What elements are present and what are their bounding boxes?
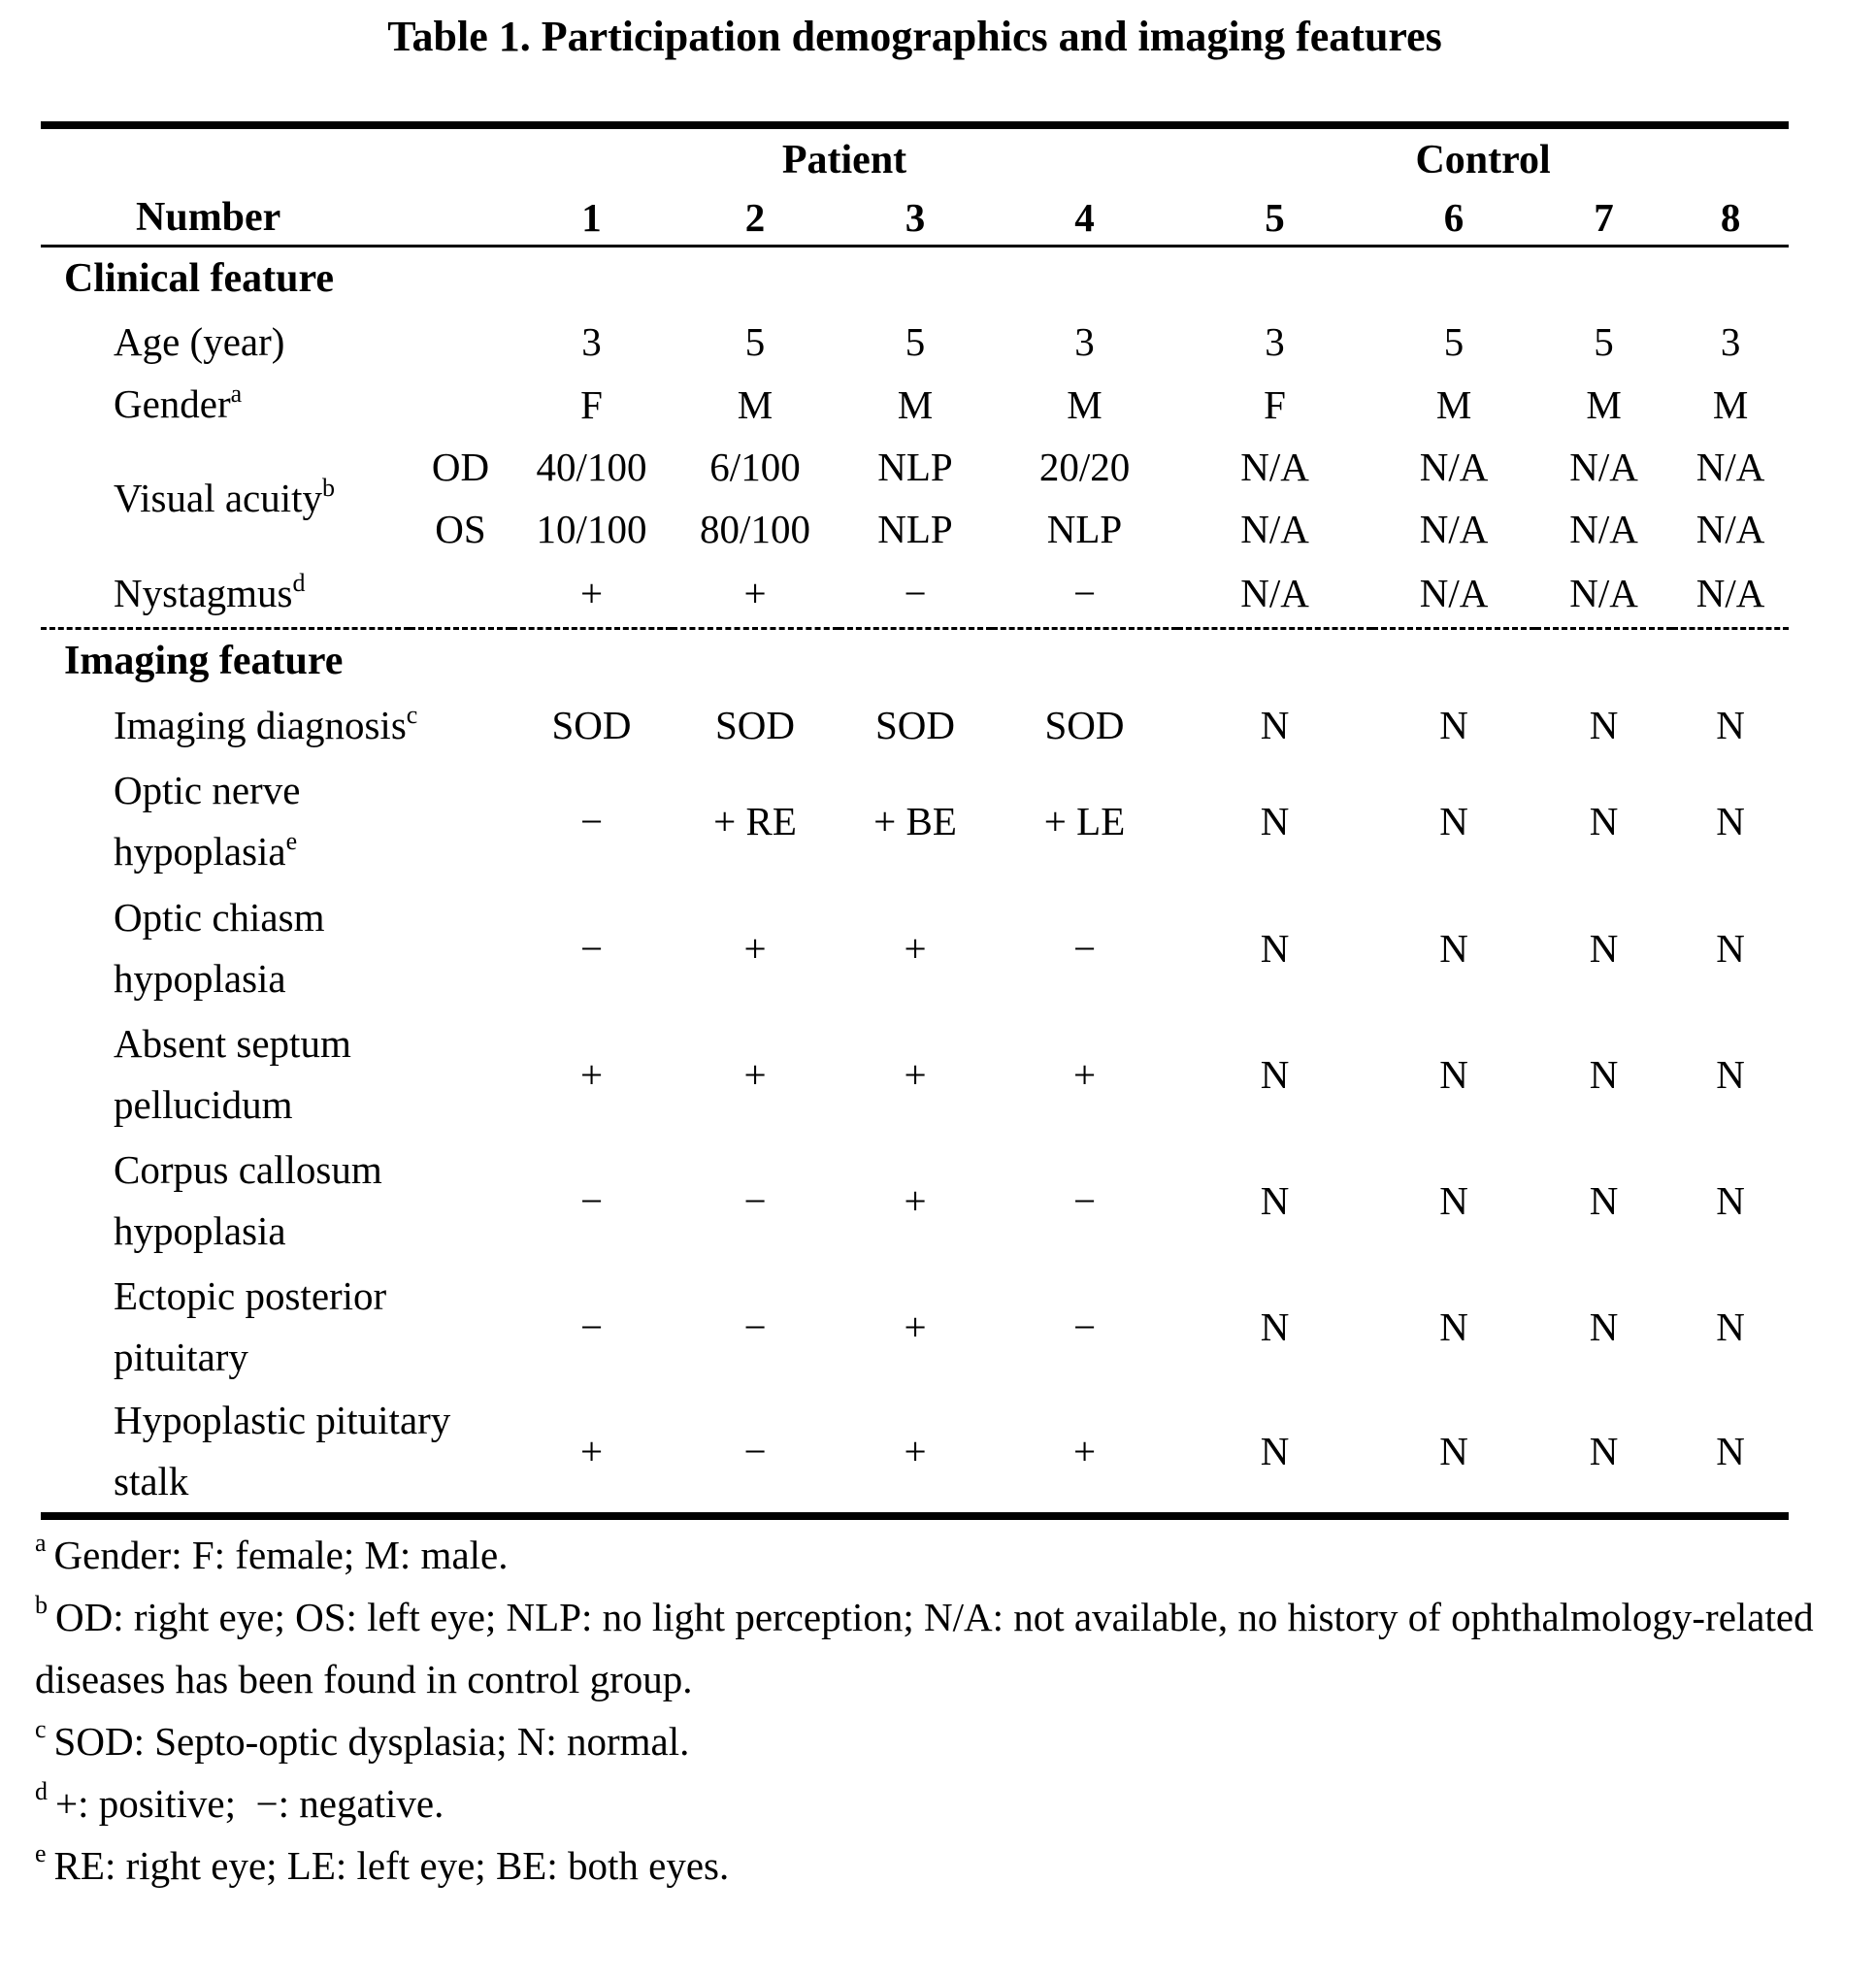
cell-corpus-5: N	[1260, 1178, 1290, 1223]
row-label-stalk	[41, 1390, 511, 1516]
row-label-imaging-diagnosis	[41, 693, 511, 757]
cell-ectopic-2: −	[743, 1304, 767, 1349]
cell-os-3: NLP	[877, 507, 953, 551]
cell-os-7: N/A	[1569, 507, 1638, 551]
cell-ectopic-6: N	[1439, 1304, 1468, 1349]
table-row-ectopic-posterior-pituitary	[41, 1264, 1789, 1390]
cell-optic-nerve-2: + RE	[713, 799, 797, 843]
table-row-age	[41, 311, 1789, 373]
column-header-1: 1	[581, 195, 602, 241]
cell-diagnosis-4: SOD	[1044, 703, 1125, 747]
cell-od-7: N/A	[1569, 445, 1638, 489]
row-label-text: Optic chiasm	[114, 895, 325, 940]
cell-septum-5: N	[1260, 1052, 1290, 1097]
cell-os-4: NLP	[1046, 507, 1123, 551]
footnote-a	[35, 1524, 1837, 1586]
cell-nystagmus-4: −	[992, 560, 1177, 628]
row-label-optic-chiasm	[41, 885, 511, 1011]
page-title: Table 1. Participation demographics and imaging features	[387, 13, 1442, 60]
cell-age-7: 5	[1594, 319, 1614, 364]
cell-stalk-2: −	[743, 1429, 767, 1473]
number-header-row	[41, 191, 1789, 246]
cell-age-2: 5	[744, 319, 766, 364]
cell-optic-chiasm-5: N	[1260, 926, 1290, 971]
footnote-text-e: RE: right eye; LE: left eye; BE: both eyes.	[53, 1843, 730, 1888]
cell-od-3: NLP	[877, 445, 953, 489]
cell-septum-4: +	[1072, 1052, 1097, 1097]
row-label-text: Imaging diagnosis	[114, 702, 407, 747]
footnote-d	[35, 1772, 1837, 1834]
cell-gender-4: M	[1067, 381, 1103, 427]
footnote-marker-a: a	[35, 1529, 47, 1557]
footnote-marker-c: c	[35, 1715, 47, 1743]
table-row-corpus-callosum-hypoplasia	[41, 1138, 1789, 1264]
cell-optic-chiasm-2: +	[743, 926, 767, 971]
row-label-sup: e	[285, 827, 298, 855]
footnote-marker-d: d	[35, 1777, 48, 1805]
number-label: Number	[136, 195, 281, 241]
cell-stalk-4: +	[1072, 1429, 1097, 1473]
cell-stalk-5: N	[1260, 1429, 1290, 1473]
row-label-text: Absent septum	[114, 1021, 351, 1066]
column-header-4: 4	[1074, 195, 1095, 241]
row-label-text: pellucidum	[114, 1082, 293, 1127]
cell-diagnosis-3: SOD	[874, 703, 956, 747]
cell-diagnosis-5: N	[1260, 703, 1290, 747]
cell-diagnosis-2: SOD	[714, 703, 796, 747]
cell-os-6: N/A	[1419, 507, 1489, 551]
row-label-septum	[41, 1011, 511, 1138]
row-label-text: Ectopic posterior	[114, 1273, 387, 1318]
cell-gender-3: M	[897, 381, 934, 427]
table-row-optic-chiasm-hypoplasia	[41, 885, 1789, 1011]
row-label-text: hypoplasia	[114, 956, 286, 1001]
footnote-e	[35, 1834, 1837, 1897]
group-header-row	[41, 125, 1789, 191]
column-header-2: 2	[744, 195, 766, 241]
row-label-sup: d	[292, 568, 306, 597]
cell-corpus-4: −	[1072, 1178, 1097, 1223]
header-spacer	[41, 125, 511, 191]
row-label-sup: b	[322, 473, 336, 502]
cell-nystagmus-2: +	[672, 560, 839, 628]
row-label-nystagmus	[41, 560, 511, 628]
sub-label-od: OD	[431, 445, 490, 489]
cell-gender-5: F	[1264, 381, 1286, 427]
section-row-clinical	[41, 246, 1789, 311]
cell-optic-chiasm-4: −	[1072, 926, 1097, 971]
cell-stalk-1: +	[579, 1429, 604, 1473]
cell-septum-1: +	[579, 1052, 604, 1097]
cell-optic-chiasm-6: N	[1439, 926, 1468, 971]
cell-age-8: 3	[1720, 319, 1741, 364]
cell-age-3: 5	[905, 319, 926, 364]
table-row-optic-nerve-hypoplasia	[41, 757, 1789, 885]
cell-optic-nerve-5: N	[1260, 799, 1290, 843]
cell-stalk-3: +	[904, 1429, 927, 1473]
column-header-8: 8	[1720, 195, 1741, 241]
row-label-text: Gender	[114, 381, 231, 426]
cell-gender-7: M	[1586, 381, 1622, 427]
group-header-control: Control	[1415, 138, 1551, 182]
section-label-imaging: Imaging feature	[64, 639, 344, 684]
cell-ectopic-7: N	[1589, 1304, 1619, 1349]
cell-age-1: 3	[581, 319, 602, 364]
cell-stalk-8: N	[1716, 1429, 1745, 1473]
row-label-text: Corpus callosum	[114, 1147, 382, 1192]
table-row-nystagmus	[41, 560, 1789, 628]
cell-optic-nerve-7: N	[1589, 799, 1619, 843]
row-label-text: Optic nerve	[114, 768, 301, 812]
cell-od-2: 6/100	[709, 445, 801, 489]
cell-age-6: 5	[1443, 319, 1465, 364]
cell-nystagmus-8: N/A	[1672, 560, 1789, 628]
cell-optic-nerve-3: + BE	[873, 799, 957, 843]
section-label-clinical: Clinical feature	[64, 256, 335, 302]
cell-optic-nerve-1: −	[579, 799, 604, 843]
cell-od-8: N/A	[1695, 445, 1765, 489]
row-label-sup: c	[406, 700, 418, 729]
cell-gender-8: M	[1712, 381, 1749, 427]
footnote-text-d: +: positive; −: negative.	[55, 1781, 444, 1826]
sub-label-os: OS	[435, 507, 486, 551]
cell-optic-nerve-6: N	[1439, 799, 1468, 843]
table-row-absent-septum-pellucidum	[41, 1011, 1789, 1138]
cell-ectopic-1: −	[579, 1304, 604, 1349]
row-label-text: stalk	[114, 1459, 189, 1503]
table-row-imaging-diagnosis	[41, 693, 1789, 757]
row-label-ectopic	[41, 1264, 511, 1390]
row-label-visual-acuity	[41, 436, 410, 560]
cell-age-4: 3	[1074, 319, 1095, 364]
section-row-imaging	[41, 628, 1789, 693]
row-label-sup: a	[230, 380, 243, 408]
cell-corpus-2: −	[743, 1178, 767, 1223]
cell-septum-6: N	[1439, 1052, 1468, 1097]
cell-ectopic-5: N	[1260, 1304, 1290, 1349]
demographics-table	[41, 121, 1789, 1520]
cell-ectopic-4: −	[1072, 1304, 1097, 1349]
cell-corpus-8: N	[1716, 1178, 1745, 1223]
cell-optic-chiasm-7: N	[1589, 926, 1619, 971]
cell-nystagmus-5: N/A	[1177, 560, 1372, 628]
cell-os-2: 80/100	[700, 507, 810, 551]
cell-diagnosis-1: SOD	[551, 703, 632, 747]
footnote-marker-b: b	[35, 1591, 48, 1619]
cell-os-8: N/A	[1695, 507, 1765, 551]
cell-os-1: 10/100	[536, 507, 647, 551]
column-header-5: 5	[1265, 195, 1285, 241]
table-row-hypoplastic-pituitary-stalk	[41, 1390, 1789, 1516]
cell-stalk-6: N	[1439, 1429, 1468, 1473]
cell-diagnosis-6: N	[1439, 703, 1468, 747]
cell-diagnosis-7: N	[1589, 703, 1619, 747]
footnote-text-a: Gender: F: female; M: male.	[53, 1533, 509, 1577]
row-label-text: pituitary	[114, 1335, 248, 1379]
cell-stalk-7: N	[1589, 1429, 1619, 1473]
cell-od-1: 40/100	[536, 445, 647, 489]
cell-optic-chiasm-1: −	[579, 926, 604, 971]
cell-od-4: 20/20	[1038, 445, 1131, 489]
table-row-gender	[41, 373, 1789, 436]
table-row-visual-acuity-od	[41, 436, 1789, 498]
group-header-patient: Patient	[781, 138, 907, 182]
row-label-text: hypoplasia	[114, 1208, 286, 1253]
cell-diagnosis-8: N	[1716, 703, 1745, 747]
cell-corpus-1: −	[579, 1178, 604, 1223]
cell-corpus-3: +	[904, 1178, 927, 1223]
cell-optic-chiasm-3: +	[904, 926, 927, 971]
cell-age-5: 3	[1265, 319, 1285, 364]
cell-nystagmus-7: N/A	[1535, 560, 1672, 628]
cell-optic-nerve-4: + LE	[1043, 799, 1126, 843]
cell-od-5: N/A	[1240, 445, 1309, 489]
cell-gender-2: M	[737, 381, 773, 427]
footnote-b	[35, 1586, 1837, 1710]
row-label-text: Age (year)	[114, 318, 285, 364]
cell-corpus-7: N	[1589, 1178, 1619, 1223]
cell-ectopic-8: N	[1716, 1304, 1745, 1349]
row-label-age	[41, 311, 511, 373]
cell-septum-7: N	[1589, 1052, 1619, 1097]
cell-nystagmus-3: −	[839, 560, 992, 628]
row-label-text: hypoplasia	[114, 829, 286, 874]
column-header-3: 3	[905, 195, 926, 241]
cell-optic-chiasm-8: N	[1716, 926, 1745, 971]
column-header-7: 7	[1594, 195, 1614, 241]
row-label-optic-nerve	[41, 757, 511, 885]
row-label-corpus	[41, 1138, 511, 1264]
cell-nystagmus-1: +	[511, 560, 672, 628]
row-label-text: Nystagmus	[114, 570, 293, 615]
footnote-text-c: SOD: Septo-optic dysplasia; N: normal.	[53, 1719, 690, 1764]
cell-septum-2: +	[743, 1052, 767, 1097]
cell-corpus-6: N	[1439, 1178, 1468, 1223]
cell-nystagmus-6: N/A	[1372, 560, 1535, 628]
cell-optic-nerve-8: N	[1716, 799, 1745, 843]
cell-gender-1: F	[580, 381, 603, 427]
row-label-gender	[41, 373, 511, 436]
cell-od-6: N/A	[1419, 445, 1489, 489]
footnote-marker-e: e	[35, 1839, 47, 1867]
cell-os-5: N/A	[1240, 507, 1309, 551]
row-label-text: Hypoplastic pituitary	[114, 1398, 451, 1442]
footnotes	[35, 1524, 1837, 1897]
footnote-c	[35, 1710, 1837, 1772]
cell-septum-8: N	[1716, 1052, 1745, 1097]
column-header-6: 6	[1443, 195, 1465, 241]
row-label-text: Visual acuity	[114, 475, 323, 520]
footnote-text-b: OD: right eye; OS: left eye; NLP: no light perception; N/A: not available, no history of ophthalmology-related diseases has been found in control group.	[35, 1595, 1824, 1701]
cell-gender-6: M	[1435, 381, 1472, 427]
cell-septum-3: +	[904, 1052, 927, 1097]
cell-ectopic-3: +	[904, 1304, 927, 1349]
